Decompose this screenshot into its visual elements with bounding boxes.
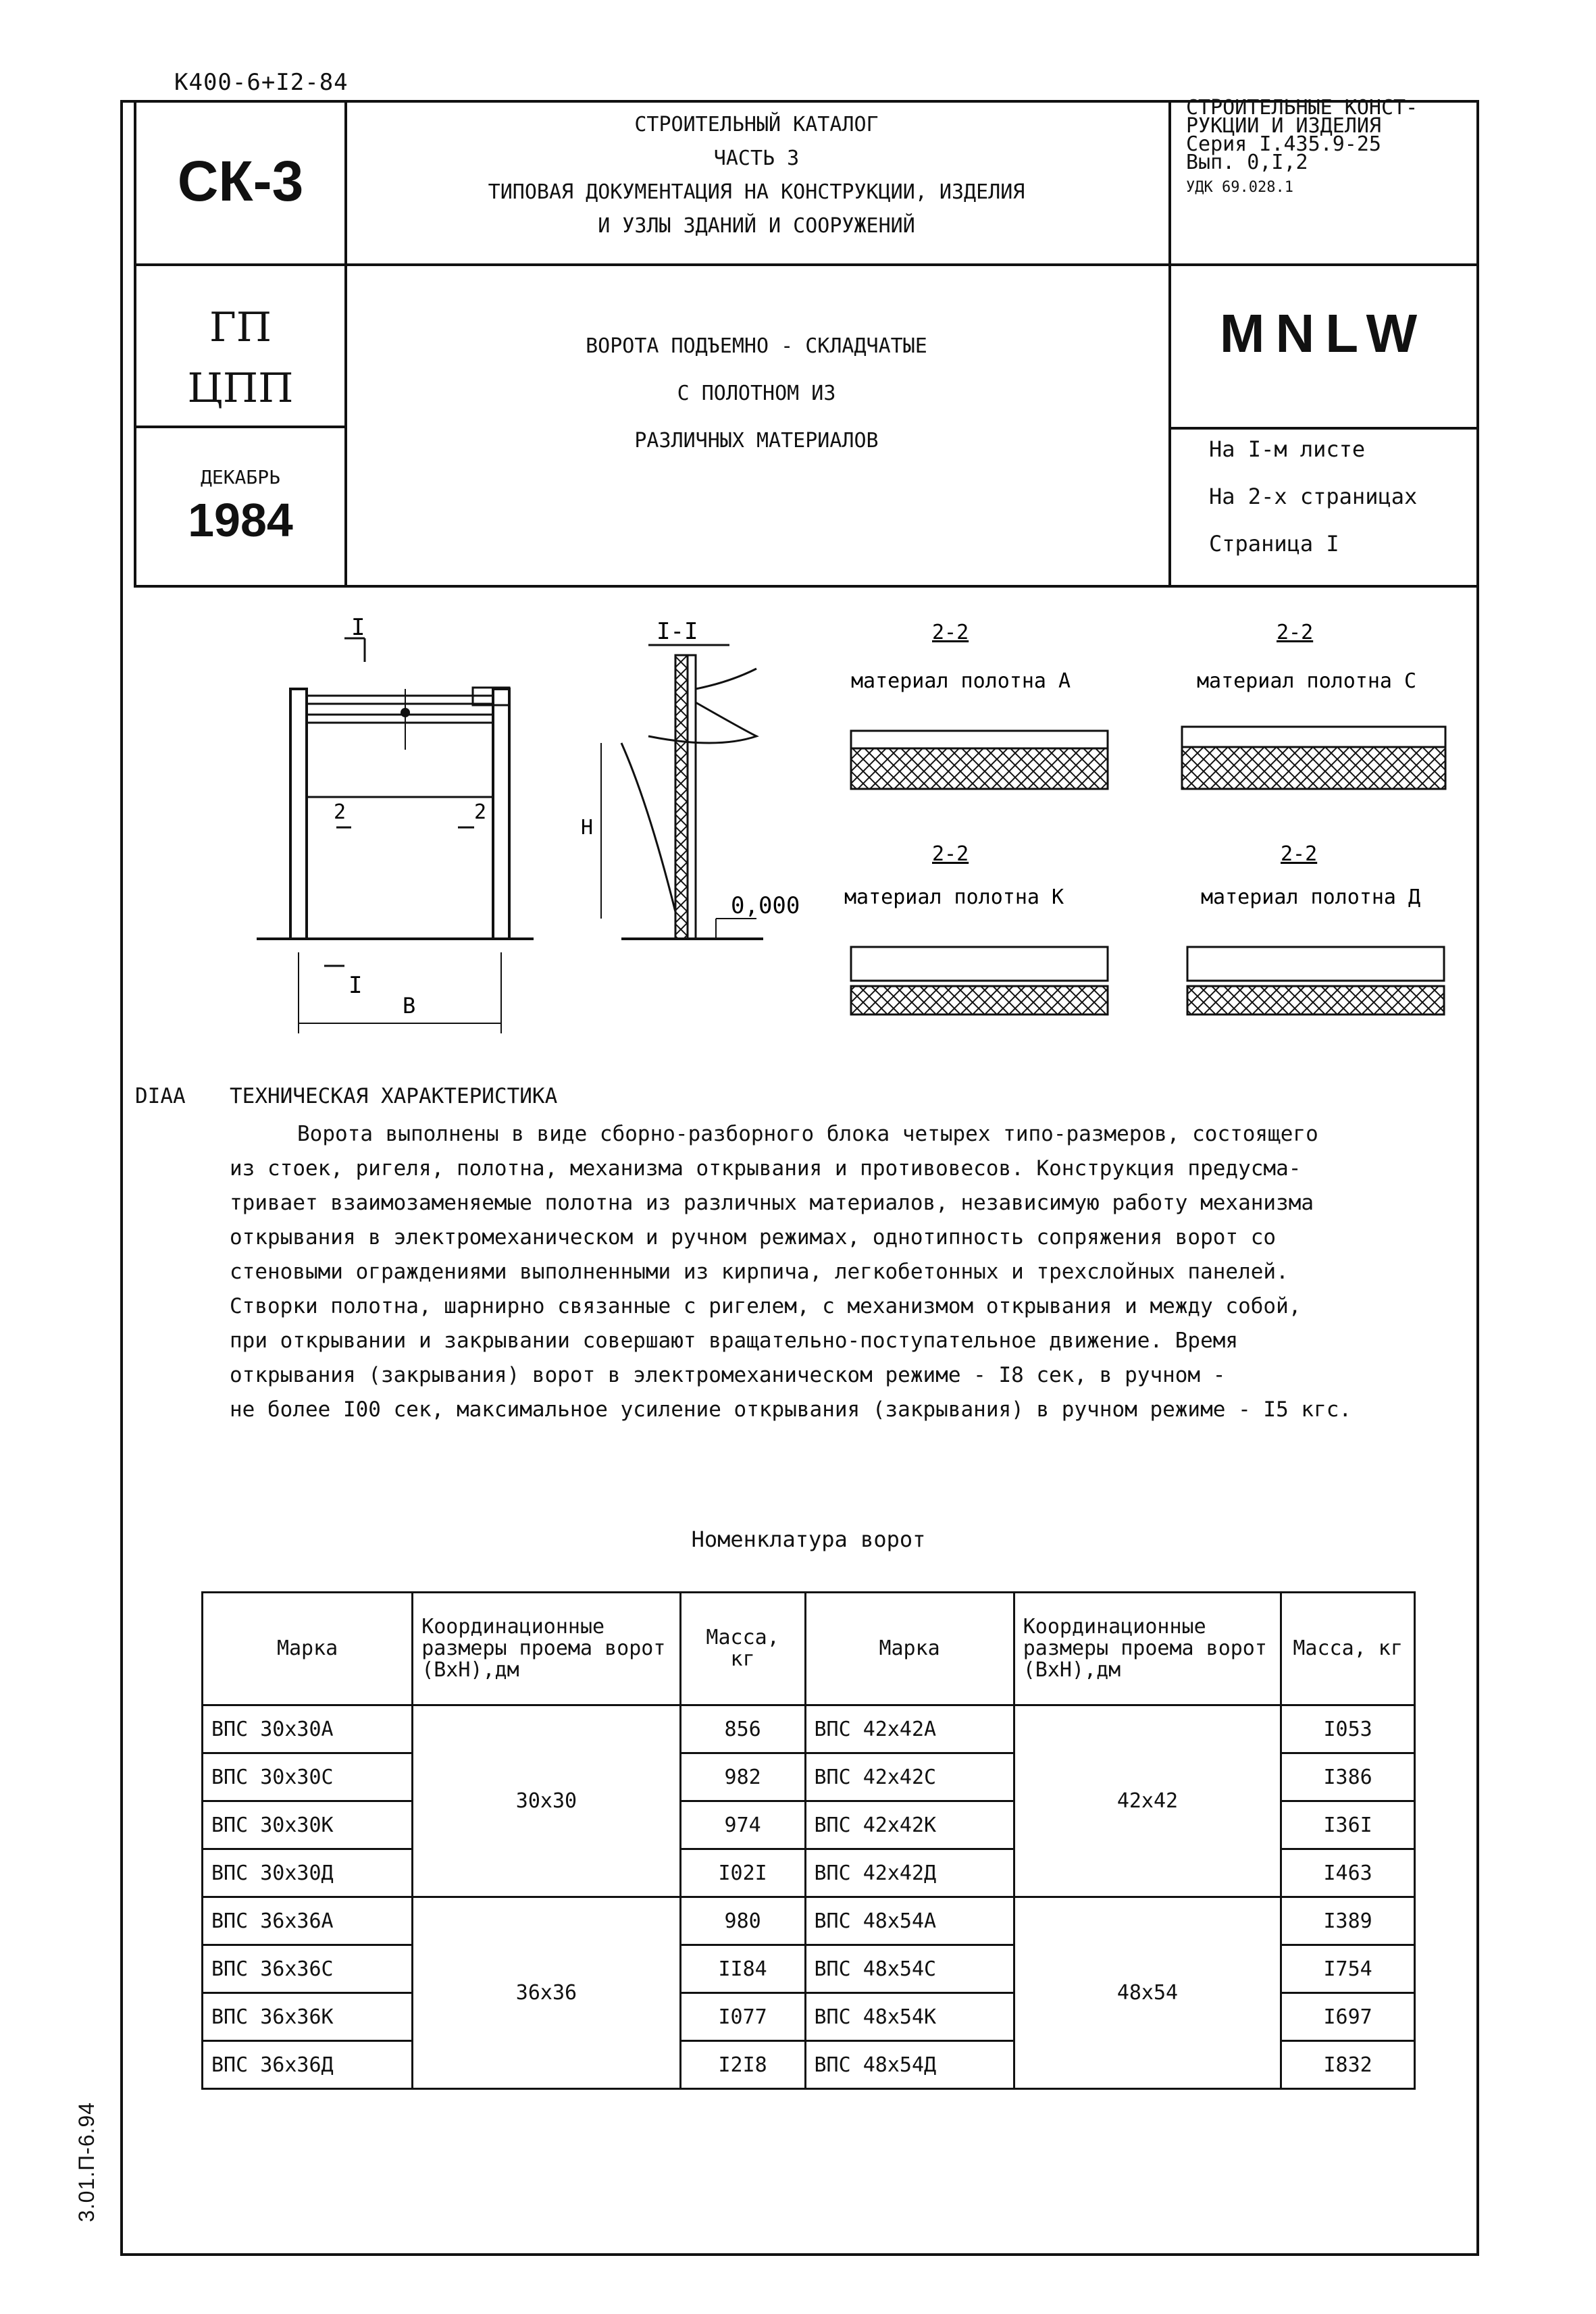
tech-line: при открывании и закрывании совершают вращательно-поступательное движение. Время	[230, 1329, 1239, 1353]
series-info-line: СТРОИТЕЛЬНЫЕ КОНСТ-	[1186, 96, 1418, 120]
product-title	[351, 323, 1162, 465]
mark-cell: ВПС 36х36К	[203, 1993, 413, 2041]
date-year: 1984	[188, 494, 293, 546]
section-mark-bottom: I	[349, 972, 363, 999]
mass-cell: 856	[680, 1705, 805, 1753]
mass-cell: I02I	[680, 1849, 805, 1897]
header-mass: Масса, кг	[1281, 1593, 1415, 1705]
udk: УДК 69.028.1	[1186, 179, 1293, 196]
header-mark: Марка	[805, 1593, 1014, 1705]
gate-elevation	[257, 638, 534, 1033]
side-stamp: 3.01.П-6.94	[74, 2101, 99, 2222]
org-divider	[134, 426, 346, 428]
mark-cell: ВПС 48х54Д	[805, 2041, 1014, 2089]
section-a-title: 2-2	[932, 621, 969, 644]
mass-cell: I053	[1281, 1705, 1415, 1753]
tech-line: Створки полотна, шарнирно связанные с ригелем, с механизмом открывания и между собой,	[230, 1294, 1302, 1318]
header-mass: Масса, кг	[680, 1593, 805, 1705]
mass-cell: 982	[680, 1753, 805, 1801]
section-a	[851, 731, 1108, 789]
section-d-title: 2-2	[1281, 842, 1318, 866]
catalog-title	[351, 108, 1162, 243]
header-bottom	[134, 585, 1479, 588]
size-cell: 48х54	[1014, 1897, 1281, 2089]
tech-line: тривает взаимозаменяемые полотна из различных материалов, независимую работу механизма	[230, 1191, 1314, 1215]
class-code: MNLW	[1219, 303, 1428, 363]
catalog-line: ТИПОВАЯ ДОКУМЕНТАЦИЯ НА КОНСТРУКЦИИ, ИЗДЕЛИЯ	[488, 180, 1025, 204]
table-row	[203, 1897, 1415, 1945]
header-divider	[134, 263, 1479, 266]
series-info-line: Вып. 0,I,2	[1186, 151, 1308, 174]
tech-code: DIAA	[135, 1084, 186, 1108]
dim-height: Н	[581, 816, 594, 840]
section-c-title: 2-2	[1277, 621, 1314, 644]
sheet-info	[1209, 426, 1472, 567]
mass-cell: II84	[680, 1945, 805, 1993]
catalog-line: ЧАСТЬ 3	[713, 147, 800, 170]
size-cell: 30х30	[413, 1705, 681, 1897]
mark-cell: ВПС 42х42Д	[805, 1849, 1014, 1897]
series-code: СК-3	[177, 149, 304, 213]
mass-cell: I386	[1281, 1753, 1415, 1801]
table-header-row	[203, 1593, 1415, 1705]
mass-cell: 974	[680, 1801, 805, 1849]
mark-cell: ВПС 30х30А	[203, 1705, 413, 1753]
section-k	[851, 947, 1108, 1014]
catalog-line: СТРОИТЕЛЬНЫЙ КАТАЛОГ	[634, 113, 879, 136]
section-c-caption: материал полотна С	[1197, 669, 1417, 693]
organization	[136, 297, 344, 419]
mark-cell: ВПС 30х30К	[203, 1801, 413, 1849]
section-d	[1187, 947, 1444, 1014]
mark-cell: ВПС 48х54К	[805, 1993, 1014, 2041]
size-cell: 42х42	[1014, 1705, 1281, 1897]
tech-line: стеновыми ограждениями выполненными из кирпича, легкобетонных и трехслойных панелей.	[230, 1260, 1289, 1284]
mark-cell: ВПС 42х42А	[805, 1705, 1014, 1753]
section-mark-top: I	[351, 614, 365, 641]
header-col1-border	[344, 100, 347, 586]
section-mark-2-left: 2	[334, 800, 346, 824]
table-title: Номенклатура ворот	[691, 1526, 926, 1552]
series-info	[1186, 96, 1476, 197]
mass-cell: I2I8	[680, 2041, 805, 2089]
mark-cell: ВПС 30х30С	[203, 1753, 413, 1801]
section-k-title: 2-2	[932, 842, 969, 866]
section-a-caption: материал полотна А	[851, 669, 1071, 693]
dim-width: В	[403, 993, 416, 1019]
mass-cell: I754	[1281, 1945, 1415, 1993]
section-c	[1182, 727, 1445, 789]
mass-cell: I463	[1281, 1849, 1415, 1897]
tech-heading: ТЕХНИЧЕСКАЯ ХАРАКТЕРИСТИКА	[230, 1084, 558, 1108]
nomenclature-table	[201, 1591, 1416, 2090]
gate-drawings	[243, 601, 1499, 1060]
sheet-line: На 2-х страницах	[1209, 484, 1418, 509]
tech-line: из стоек, ригеля, полотна, механизма открывания и противовесов. Конструкция предусма-	[230, 1156, 1302, 1181]
title-line: РАЗЛИЧНЫХ МАТЕРИАЛОВ	[634, 429, 879, 453]
tech-line: не более I00 сек, максимальное усиление открывания (закрывания) в ручном режиме - I5 кгс.	[230, 1397, 1352, 1422]
document-code: К400-6+I2-84	[174, 69, 349, 96]
date-month: ДЕКАБРЬ	[200, 466, 280, 488]
mass-cell: 980	[680, 1897, 805, 1945]
series-info-line: Серия I.435.9-25	[1186, 132, 1381, 156]
mark-cell: ВПС 42х42К	[805, 1801, 1014, 1849]
section-mark-2-right: 2	[474, 800, 487, 824]
mark-cell: ВПС 30х30Д	[203, 1849, 413, 1897]
level-mark: 0,000	[731, 892, 800, 919]
header-mark: Марка	[203, 1593, 413, 1705]
mass-cell: I697	[1281, 1993, 1415, 2041]
size-cell: 36х36	[413, 1897, 681, 2089]
mark-cell: ВПС 48х54С	[805, 1945, 1014, 1993]
section-d-caption: материал полотна Д	[1201, 885, 1421, 909]
mark-cell: ВПС 36х36С	[203, 1945, 413, 1993]
mass-cell: I36I	[1281, 1801, 1415, 1849]
org-line: ЦПП	[187, 365, 294, 412]
section-title: I-I	[657, 618, 698, 645]
mass-cell: I077	[680, 1993, 805, 2041]
title-line: С ПОЛОТНОМ ИЗ	[677, 382, 836, 405]
mark-cell: ВПС 48х54А	[805, 1897, 1014, 1945]
title-line: ВОРОТА ПОДЪЕМНО - СКЛАДЧАТЫЕ	[586, 334, 927, 358]
sheet-line: Страница I	[1209, 531, 1339, 557]
section-k-caption: материал полотна К	[844, 885, 1064, 909]
org-line: ГП	[209, 304, 272, 351]
header-size: Координационные размеры проема ворот (ВхН),дм	[1014, 1593, 1281, 1705]
mass-cell: I389	[1281, 1897, 1415, 1945]
mark-cell: ВПС 36х36А	[203, 1897, 413, 1945]
catalog-line: И УЗЛЫ ЗДАНИЙ И СООРУЖЕНИЙ	[598, 214, 915, 238]
header-size: Координационные размеры проема ворот (ВхН),дм	[413, 1593, 681, 1705]
tech-line: Ворота выполнены в виде сборно-разборного блока четырех типо-размеров, состоящего	[297, 1122, 1318, 1146]
series-info-line: РУКЦИИ И ИЗДЕЛИЯ	[1186, 114, 1381, 138]
tech-line: открывания (закрывания) ворот в электромеханическом режиме - I8 сек, в ручном -	[230, 1363, 1226, 1387]
mark-cell: ВПС 42х42С	[805, 1753, 1014, 1801]
tech-line: открывания в электромеханическом и ручном режимах, однотипность сопряжения ворот со	[230, 1225, 1277, 1250]
tech-description	[230, 1117, 1479, 1427]
mark-cell: ВПС 36х36Д	[203, 2041, 413, 2089]
mass-cell: I832	[1281, 2041, 1415, 2089]
sheet-line: На I-м листе	[1209, 436, 1366, 462]
table-row	[203, 1705, 1415, 1753]
